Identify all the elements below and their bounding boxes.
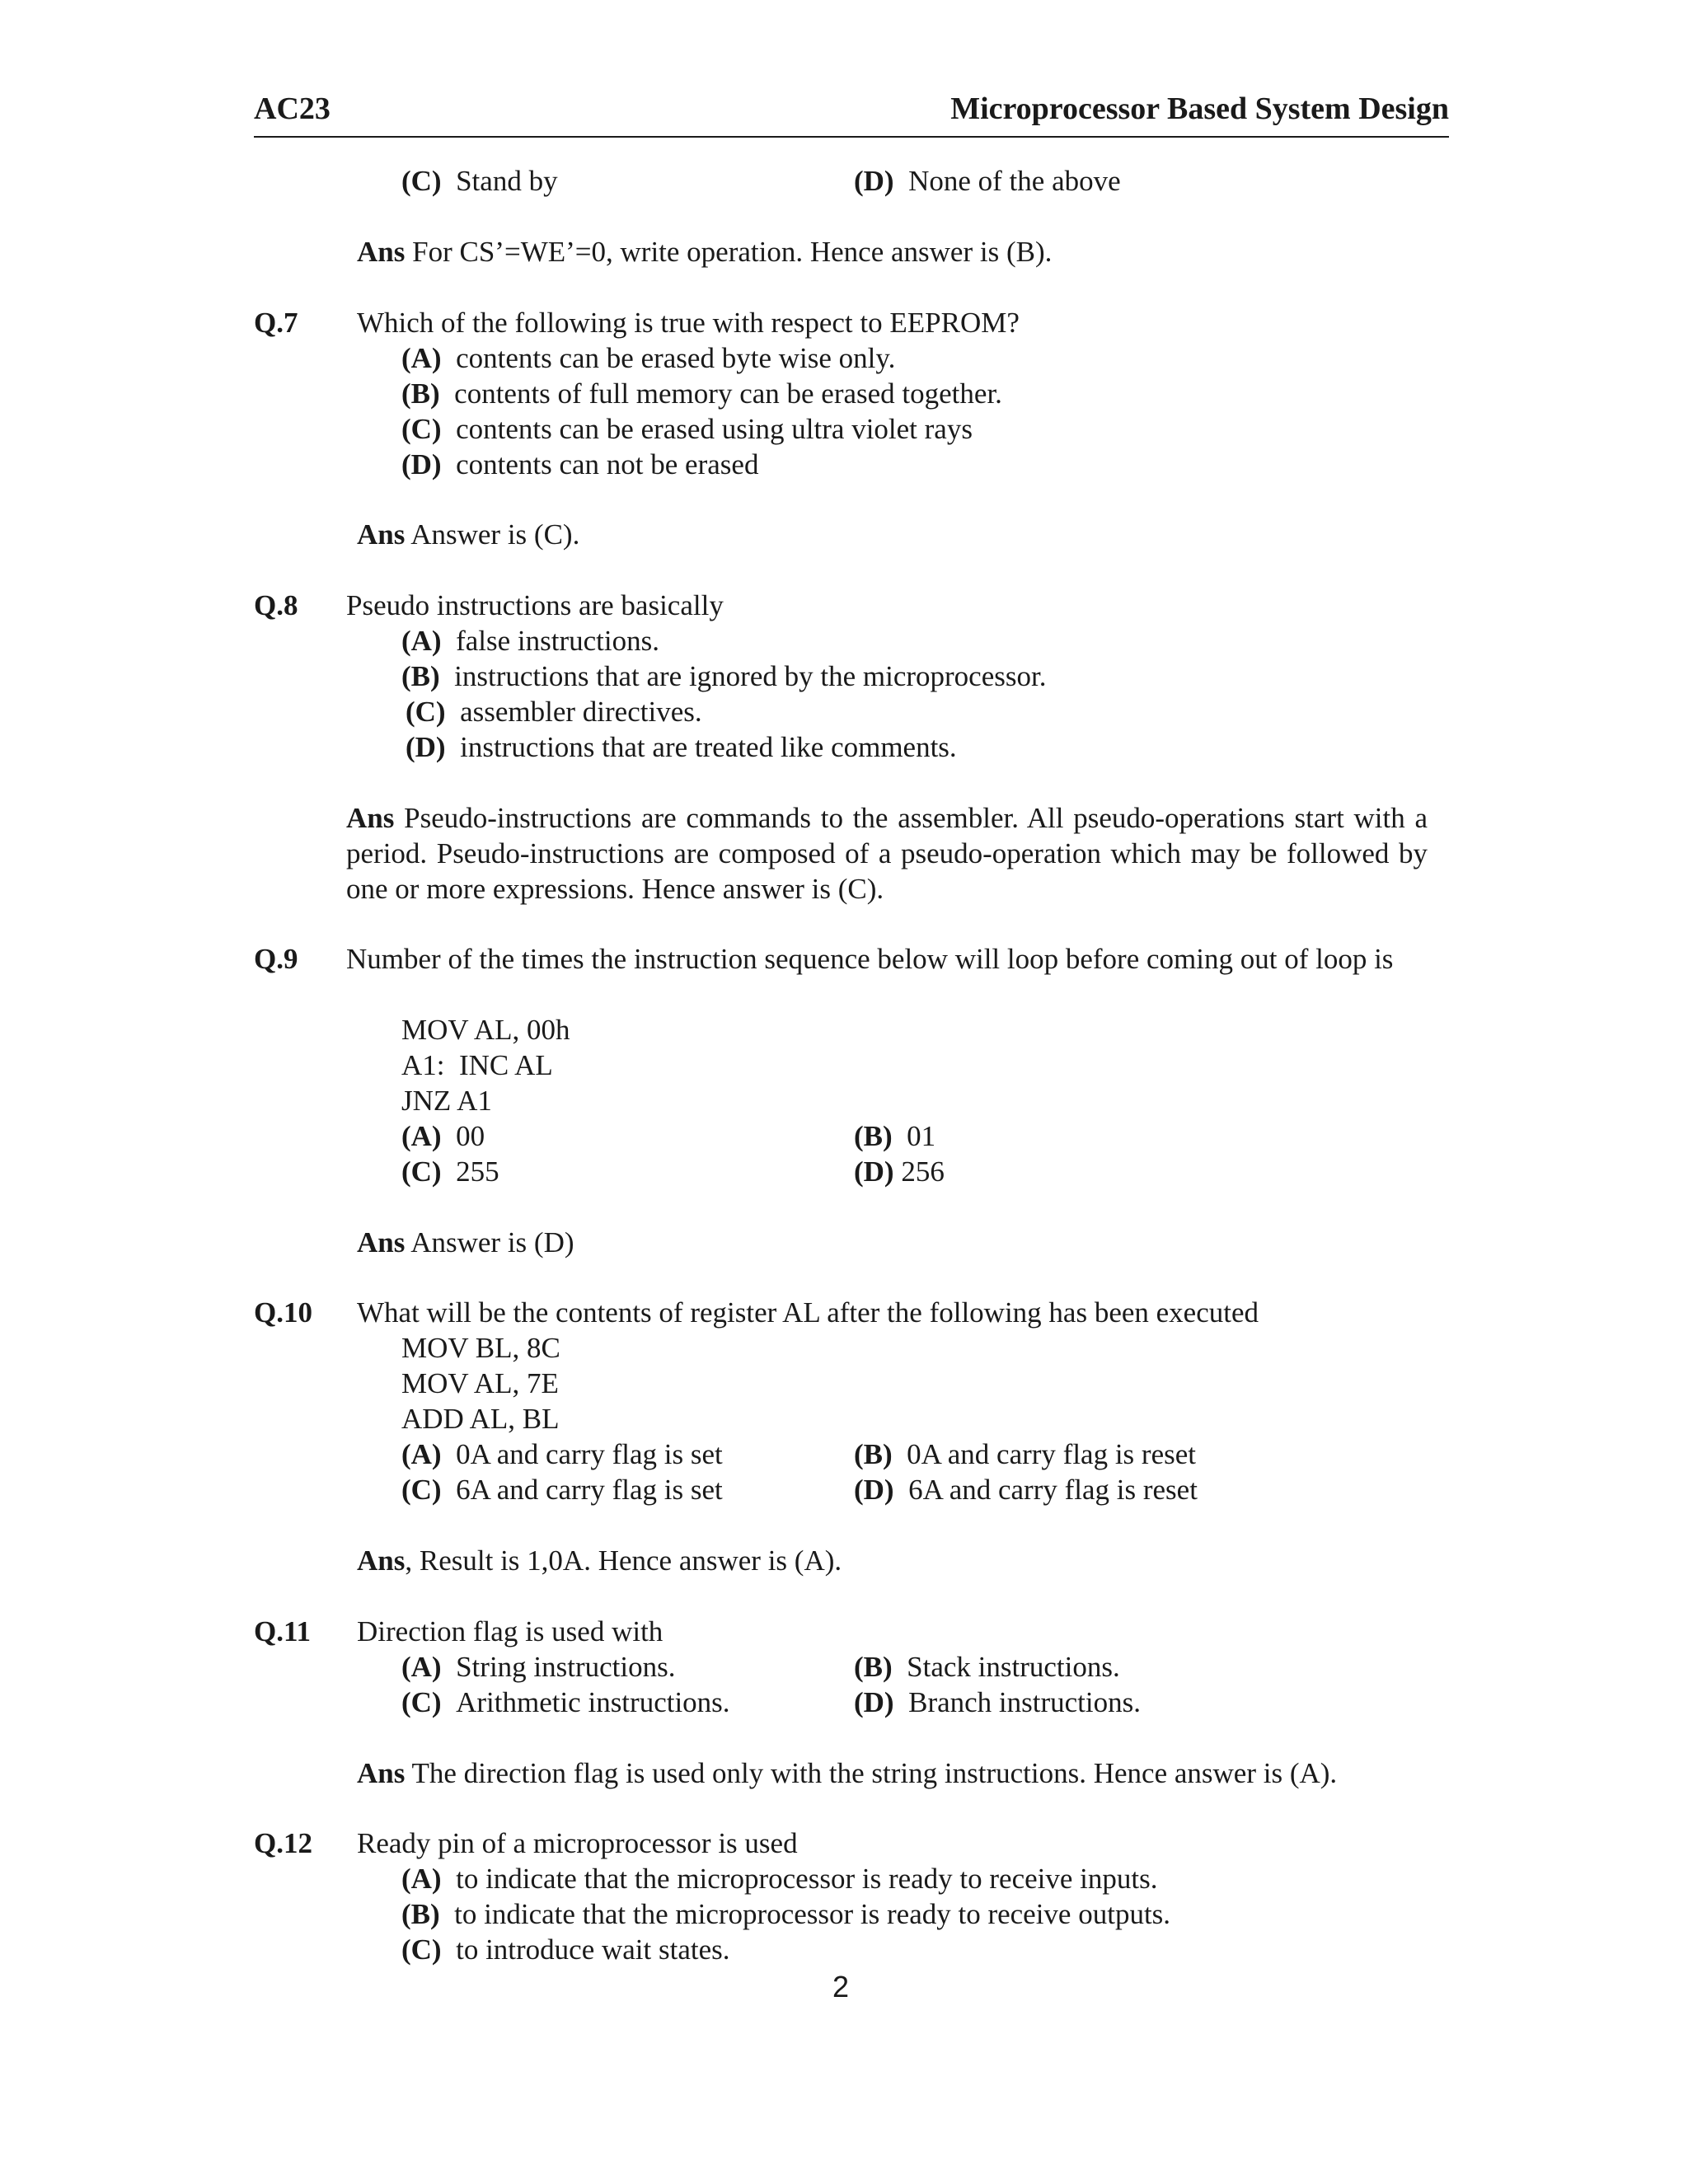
option-a xyxy=(401,1649,676,1685)
code-line: MOV BL, 8C xyxy=(401,1332,560,1364)
option-b xyxy=(401,376,1002,411)
question-text: Which of the following is true with respect to EEPROM? xyxy=(357,307,1020,339)
answer xyxy=(357,1225,574,1260)
question-number: Q.7 xyxy=(254,307,298,339)
option-label: (D) xyxy=(854,1155,894,1188)
code-line: MOV AL, 7E xyxy=(401,1367,559,1399)
option-label: (B) xyxy=(854,1651,893,1683)
answer-text: Pseudo-instructions are commands to the assembler. All pseudo-operations start with a period. Pseudo-instructions are composed of a pseudo-operation which may be followed by one or more expressions. Hence answer is (C). xyxy=(346,802,1428,905)
option-b xyxy=(854,1436,1196,1472)
option-label: (B) xyxy=(854,1120,893,1152)
option-d xyxy=(406,729,957,765)
option-label: (A) xyxy=(401,342,442,374)
option-text: String instructions. xyxy=(456,1651,676,1683)
option-text: 6A and carry flag is reset xyxy=(908,1474,1198,1506)
option-a xyxy=(401,623,659,658)
option-c xyxy=(401,1685,730,1720)
option-text: 255 xyxy=(456,1155,499,1188)
option-text: Arithmetic instructions. xyxy=(456,1686,730,1718)
question-text: Direction flag is used with xyxy=(357,1615,663,1647)
option-text: instructions that are treated like comments. xyxy=(460,731,957,763)
option-a xyxy=(401,1861,1157,1896)
option-c xyxy=(406,694,702,729)
option-c xyxy=(401,1932,730,1967)
code-line: JNZ A1 xyxy=(401,1085,492,1117)
option-b xyxy=(854,1118,935,1154)
option-c xyxy=(401,1154,499,1189)
option-label: (C) xyxy=(401,1155,442,1188)
option-text: contents can be erased byte wise only. xyxy=(456,342,896,374)
answer xyxy=(357,1755,1337,1791)
option-label: (B) xyxy=(401,660,440,692)
option-text: 01 xyxy=(907,1120,936,1152)
question-number: Q.8 xyxy=(254,589,298,621)
question-text: Number of the times the instruction sequence below will loop before coming out of loop is xyxy=(346,943,1394,975)
answer xyxy=(357,1543,842,1578)
question-text: Ready pin of a microprocessor is used xyxy=(357,1827,798,1859)
question-number: Q.10 xyxy=(254,1296,312,1329)
option-label: (C) xyxy=(401,1686,442,1718)
question-number: Q.9 xyxy=(254,943,298,975)
answer-label: Ans xyxy=(357,1757,406,1789)
option-label: (A) xyxy=(401,1120,442,1152)
option-label: (C) xyxy=(401,1474,442,1506)
option-c xyxy=(401,163,558,199)
option-text: 0A and carry flag is set xyxy=(456,1438,723,1470)
question-number: Q.12 xyxy=(254,1827,312,1859)
option-d xyxy=(854,1154,945,1189)
answer-text: Answer is (C). xyxy=(410,518,580,551)
option-text: contents can be erased using ultra violet rays xyxy=(456,413,973,445)
option-d xyxy=(854,1472,1198,1507)
header-course-code: AC23 xyxy=(254,91,331,126)
header-rule xyxy=(254,136,1449,138)
option-text: to indicate that the microprocessor is ready to receive inputs. xyxy=(456,1863,1158,1895)
answer-label: Ans xyxy=(357,1544,406,1577)
option-text: instructions that are ignored by the microprocessor. xyxy=(454,660,1047,692)
option-label: (D) xyxy=(854,1686,894,1718)
option-text: contents can not be erased xyxy=(456,448,759,480)
option-text: Stack instructions. xyxy=(907,1651,1120,1683)
option-label: (A) xyxy=(401,625,442,657)
option-label: (A) xyxy=(401,1438,442,1470)
option-label: (C) xyxy=(401,413,442,445)
option-label: (C) xyxy=(401,165,442,197)
code-line: ADD AL, BL xyxy=(401,1403,560,1435)
answer-text: , Result is 1,0A. Hence answer is (A). xyxy=(405,1544,842,1577)
option-label: (D) xyxy=(854,165,894,197)
answer-label: Ans xyxy=(357,518,406,551)
code-line: MOV AL, 00h xyxy=(401,1014,570,1046)
option-label: (D) xyxy=(854,1474,894,1506)
answer-label: Ans xyxy=(357,236,406,268)
answer xyxy=(346,800,1428,907)
answer-text: The direction flag is used only with the string instructions. Hence answer is (A). xyxy=(411,1757,1338,1789)
question-text: Pseudo instructions are basically xyxy=(346,589,724,621)
option-text: 256 xyxy=(901,1155,945,1188)
option-d xyxy=(854,163,1121,199)
option-b xyxy=(854,1649,1120,1685)
option-label: (A) xyxy=(401,1863,442,1895)
option-b xyxy=(401,658,1046,694)
option-text: assembler directives. xyxy=(460,696,702,728)
option-text: to introduce wait states. xyxy=(456,1933,730,1966)
option-label: (C) xyxy=(406,696,446,728)
question-text: What will be the contents of register AL after the following has been executed xyxy=(357,1296,1259,1329)
option-a xyxy=(401,1436,723,1472)
option-text: Branch instructions. xyxy=(908,1686,1141,1718)
answer-label: Ans xyxy=(346,802,395,834)
option-text: 00 xyxy=(456,1120,485,1152)
option-label: (D) xyxy=(406,731,446,763)
option-b xyxy=(401,1896,1170,1932)
option-a xyxy=(401,340,895,376)
option-label: (B) xyxy=(401,377,440,410)
answer xyxy=(357,517,579,552)
option-label: (B) xyxy=(401,1898,440,1930)
option-c xyxy=(401,411,973,447)
answer-label: Ans xyxy=(357,1226,406,1258)
option-text: to indicate that the microprocessor is ready to receive outputs. xyxy=(454,1898,1171,1930)
option-a xyxy=(401,1118,485,1154)
page-number: 2 xyxy=(832,1970,850,2004)
option-label: (C) xyxy=(401,1933,442,1966)
option-c xyxy=(401,1472,723,1507)
option-label: (B) xyxy=(854,1438,893,1470)
code-line: A1: INC AL xyxy=(401,1049,553,1081)
answer-text: Answer is (D) xyxy=(410,1226,574,1258)
option-text: None of the above xyxy=(908,165,1121,197)
option-label: (A) xyxy=(401,1651,442,1683)
option-text: Stand by xyxy=(456,165,558,197)
option-text: 6A and carry flag is set xyxy=(456,1474,723,1506)
option-label: (D) xyxy=(401,448,442,480)
option-text: contents of full memory can be erased together. xyxy=(454,377,1002,410)
answer xyxy=(357,234,1052,269)
option-d xyxy=(401,447,758,482)
question-number: Q.11 xyxy=(254,1615,312,1647)
option-d xyxy=(854,1685,1141,1720)
header-course-title: Microprocessor Based System Design xyxy=(950,91,1449,126)
option-text: 0A and carry flag is reset xyxy=(907,1438,1196,1470)
answer-text: For CS’=WE’=0, write operation. Hence answer is (B). xyxy=(412,236,1053,268)
option-text: false instructions. xyxy=(456,625,659,657)
